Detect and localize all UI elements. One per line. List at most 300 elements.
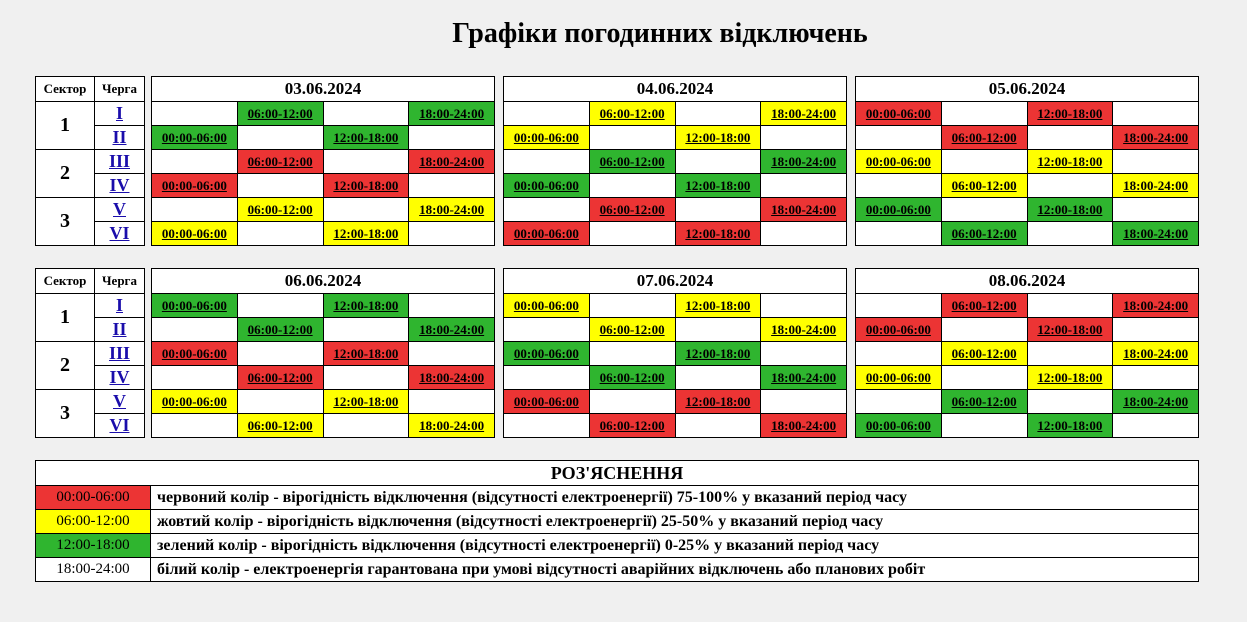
sector-number: 3 xyxy=(36,198,95,246)
queue-row xyxy=(856,366,1199,390)
outage-slot xyxy=(152,174,238,198)
empty-slot xyxy=(941,150,1027,174)
empty-slot xyxy=(675,150,761,174)
outage-slot xyxy=(237,366,323,390)
queue-cell xyxy=(95,390,145,414)
empty-slot xyxy=(1027,126,1113,150)
outage-slot xyxy=(323,126,409,150)
empty-slot xyxy=(237,390,323,414)
slot-time: 12:00-18:00 xyxy=(1037,321,1103,337)
outage-slot xyxy=(1027,414,1113,438)
outage-slot xyxy=(675,294,761,318)
day-schedule-table xyxy=(855,76,1199,246)
queue-row xyxy=(152,390,495,414)
slot-time: 12:00-18:00 xyxy=(1037,105,1103,121)
day-date: 05.06.2024 xyxy=(856,77,1199,102)
sector-number: 2 xyxy=(36,342,95,390)
queue-row xyxy=(152,318,495,342)
queue-row xyxy=(856,198,1199,222)
sector-header: Сектор xyxy=(36,77,95,102)
legend-time: 00:00-06:00 xyxy=(36,486,151,510)
slot-time: 12:00-18:00 xyxy=(1037,201,1103,217)
queue-row xyxy=(152,222,495,246)
queue-row xyxy=(856,174,1199,198)
queue-row xyxy=(504,294,847,318)
empty-slot xyxy=(589,294,675,318)
slot-time: 18:00-24:00 xyxy=(1123,393,1189,409)
queue-row xyxy=(152,198,495,222)
outage-slot xyxy=(504,222,590,246)
outage-slot xyxy=(941,222,1027,246)
queue-row xyxy=(504,198,847,222)
outage-slot xyxy=(675,222,761,246)
empty-slot xyxy=(856,174,942,198)
outage-slot xyxy=(856,414,942,438)
empty-slot xyxy=(856,294,942,318)
empty-slot xyxy=(152,150,238,174)
queue-row xyxy=(504,150,847,174)
queue-row xyxy=(152,102,495,126)
legend-description: зелений колір - вірогідність відключення (відсутності електроенергії) 0-25% у вказаний період часу xyxy=(151,534,1199,558)
queue-link[interactable]: III xyxy=(108,343,130,363)
outage-slot xyxy=(941,126,1027,150)
outage-slot xyxy=(1113,342,1199,366)
empty-slot xyxy=(323,150,409,174)
outage-slot xyxy=(1113,126,1199,150)
outage-slot xyxy=(323,294,409,318)
queue-link[interactable]: II xyxy=(112,319,127,339)
queue-header: Черга xyxy=(95,269,145,294)
slot-time: 18:00-24:00 xyxy=(419,369,485,385)
empty-slot xyxy=(675,414,761,438)
empty-slot xyxy=(237,126,323,150)
queue-row xyxy=(856,102,1199,126)
empty-slot xyxy=(504,414,590,438)
empty-slot xyxy=(1113,198,1199,222)
outage-slot xyxy=(152,126,238,150)
outage-slot xyxy=(1027,198,1113,222)
empty-slot xyxy=(589,342,675,366)
outage-slot xyxy=(589,366,675,390)
outage-slot xyxy=(761,198,847,222)
slot-time: 18:00-24:00 xyxy=(1123,225,1189,241)
empty-slot xyxy=(675,366,761,390)
slot-time: 12:00-18:00 xyxy=(685,297,751,313)
outage-slot xyxy=(323,390,409,414)
empty-slot xyxy=(589,174,675,198)
outage-slot xyxy=(152,390,238,414)
queue-cell xyxy=(95,342,145,366)
outage-slot xyxy=(237,318,323,342)
outage-slot xyxy=(152,222,238,246)
outage-slot xyxy=(589,102,675,126)
empty-slot xyxy=(589,222,675,246)
outage-slot xyxy=(761,102,847,126)
slot-time: 12:00-18:00 xyxy=(333,129,399,145)
empty-slot xyxy=(1027,342,1113,366)
queue-row xyxy=(152,342,495,366)
empty-slot xyxy=(504,102,590,126)
sector-number: 1 xyxy=(36,102,95,150)
outage-slot xyxy=(1027,102,1113,126)
empty-slot xyxy=(761,174,847,198)
queue-row xyxy=(856,294,1199,318)
queue-cell xyxy=(95,414,145,438)
day-schedule-table xyxy=(503,76,847,246)
slot-time: 00:00-06:00 xyxy=(161,177,227,193)
queue-row xyxy=(504,174,847,198)
queue-row xyxy=(152,294,495,318)
schedule-block xyxy=(35,76,1199,245)
empty-slot xyxy=(1027,222,1113,246)
outage-slot xyxy=(504,126,590,150)
day-schedule-table xyxy=(151,268,495,438)
slot-time: 06:00-12:00 xyxy=(247,369,313,385)
slot-time: 18:00-24:00 xyxy=(419,321,485,337)
empty-slot xyxy=(152,198,238,222)
slot-time: 06:00-12:00 xyxy=(951,129,1017,145)
outage-slot xyxy=(504,294,590,318)
slot-time: 06:00-12:00 xyxy=(599,417,665,433)
queue-link[interactable]: IV xyxy=(109,367,130,387)
empty-slot xyxy=(1113,102,1199,126)
queue-cell xyxy=(95,318,145,342)
slot-time: 18:00-24:00 xyxy=(771,321,837,337)
slot-time: 18:00-24:00 xyxy=(1123,129,1189,145)
empty-slot xyxy=(1027,174,1113,198)
slot-time: 18:00-24:00 xyxy=(771,369,837,385)
outage-slot xyxy=(941,390,1027,414)
outage-slot xyxy=(675,390,761,414)
outage-slot xyxy=(504,390,590,414)
empty-slot xyxy=(504,198,590,222)
empty-slot xyxy=(1113,366,1199,390)
empty-slot xyxy=(409,174,495,198)
outage-slot xyxy=(409,414,495,438)
slot-time: 00:00-06:00 xyxy=(161,393,227,409)
queue-row xyxy=(152,414,495,438)
outage-slot xyxy=(237,150,323,174)
legend-time: 12:00-18:00 xyxy=(36,534,151,558)
queue-row xyxy=(856,414,1199,438)
queue-cell xyxy=(95,126,145,150)
queue-link[interactable]: I xyxy=(115,295,123,315)
empty-slot xyxy=(1113,318,1199,342)
slot-time: 00:00-06:00 xyxy=(161,225,227,241)
slot-time: 12:00-18:00 xyxy=(685,345,751,361)
queue-row xyxy=(504,222,847,246)
empty-slot xyxy=(675,102,761,126)
outage-slot xyxy=(152,294,238,318)
queue-cell xyxy=(95,222,145,246)
queue-link[interactable]: VI xyxy=(109,223,130,243)
slot-time: 06:00-12:00 xyxy=(951,225,1017,241)
queue-cell xyxy=(95,150,145,174)
empty-slot xyxy=(941,414,1027,438)
empty-slot xyxy=(761,342,847,366)
outage-slot xyxy=(409,366,495,390)
empty-slot xyxy=(941,198,1027,222)
slot-time: 00:00-06:00 xyxy=(865,321,931,337)
slot-time: 00:00-06:00 xyxy=(865,201,931,217)
queue-row xyxy=(504,126,847,150)
empty-slot xyxy=(1113,414,1199,438)
slot-time: 00:00-06:00 xyxy=(513,177,579,193)
day-date: 08.06.2024 xyxy=(856,269,1199,294)
queue-link[interactable]: V xyxy=(113,199,126,219)
outage-slot xyxy=(675,126,761,150)
empty-slot xyxy=(323,366,409,390)
legend-row xyxy=(36,510,1199,534)
outage-slot xyxy=(323,174,409,198)
slot-time: 12:00-18:00 xyxy=(1037,153,1103,169)
legend-time: 18:00-24:00 xyxy=(36,558,151,582)
empty-slot xyxy=(761,126,847,150)
empty-slot xyxy=(856,222,942,246)
slot-time: 18:00-24:00 xyxy=(1123,345,1189,361)
outage-slot xyxy=(237,414,323,438)
empty-slot xyxy=(761,294,847,318)
outage-slot xyxy=(761,150,847,174)
outage-slot xyxy=(761,318,847,342)
queue-link[interactable]: V xyxy=(113,391,126,411)
outage-slot xyxy=(1113,390,1199,414)
empty-slot xyxy=(323,318,409,342)
slot-time: 00:00-06:00 xyxy=(513,297,579,313)
day-schedule-table xyxy=(503,268,847,438)
day-schedule-table xyxy=(855,268,1199,438)
outage-slot xyxy=(1027,150,1113,174)
slot-time: 06:00-12:00 xyxy=(247,321,313,337)
slot-time: 18:00-24:00 xyxy=(1123,177,1189,193)
queue-row xyxy=(152,150,495,174)
queue-row xyxy=(504,366,847,390)
queue-cell xyxy=(95,174,145,198)
slot-time: 00:00-06:00 xyxy=(513,345,579,361)
empty-slot xyxy=(589,126,675,150)
slot-time: 00:00-06:00 xyxy=(865,105,931,121)
legend-row xyxy=(36,534,1199,558)
slot-time: 06:00-12:00 xyxy=(599,321,665,337)
empty-slot xyxy=(1027,294,1113,318)
sector-queue-table xyxy=(35,268,145,438)
outage-slot xyxy=(589,150,675,174)
slot-time: 00:00-06:00 xyxy=(513,225,579,241)
outage-slot xyxy=(504,174,590,198)
outage-slot xyxy=(237,198,323,222)
slot-time: 18:00-24:00 xyxy=(419,105,485,121)
empty-slot xyxy=(504,318,590,342)
outage-slot xyxy=(1113,174,1199,198)
empty-slot xyxy=(504,150,590,174)
empty-slot xyxy=(504,366,590,390)
outage-slot xyxy=(409,198,495,222)
queue-link[interactable]: III xyxy=(108,151,130,171)
outage-slot xyxy=(675,342,761,366)
queue-cell xyxy=(95,198,145,222)
outage-slot xyxy=(1113,222,1199,246)
slot-time: 18:00-24:00 xyxy=(419,201,485,217)
outage-slot xyxy=(237,102,323,126)
slot-time: 18:00-24:00 xyxy=(419,417,485,433)
empty-slot xyxy=(856,390,942,414)
empty-slot xyxy=(856,342,942,366)
outage-slot xyxy=(675,174,761,198)
slot-time: 18:00-24:00 xyxy=(1123,297,1189,313)
empty-slot xyxy=(675,198,761,222)
slot-time: 12:00-18:00 xyxy=(333,225,399,241)
slot-time: 00:00-06:00 xyxy=(161,345,227,361)
outage-slot xyxy=(323,222,409,246)
outage-slot xyxy=(856,150,942,174)
slot-time: 00:00-06:00 xyxy=(513,393,579,409)
outage-slot xyxy=(941,342,1027,366)
legend-time: 06:00-12:00 xyxy=(36,510,151,534)
day-schedule-table xyxy=(151,76,495,246)
empty-slot xyxy=(1113,150,1199,174)
empty-slot xyxy=(152,318,238,342)
outage-slot xyxy=(589,414,675,438)
queue-row xyxy=(504,102,847,126)
legend-description: червоний колір - вірогідність відключення (відсутності електроенергії) 75-100% у вказаний період часу xyxy=(151,486,1199,510)
empty-slot xyxy=(409,390,495,414)
queue-row xyxy=(504,390,847,414)
slot-time: 18:00-24:00 xyxy=(771,417,837,433)
day-date: 06.06.2024 xyxy=(152,269,495,294)
queue-row xyxy=(504,318,847,342)
outage-slot xyxy=(941,174,1027,198)
queue-row xyxy=(504,414,847,438)
empty-slot xyxy=(237,222,323,246)
slot-time: 18:00-24:00 xyxy=(419,153,485,169)
slot-time: 00:00-06:00 xyxy=(161,297,227,313)
queue-link[interactable]: VI xyxy=(109,415,130,435)
empty-slot xyxy=(1027,390,1113,414)
empty-slot xyxy=(409,342,495,366)
schedule-block xyxy=(35,268,1199,437)
queue-link[interactable]: II xyxy=(112,127,127,147)
outage-slot xyxy=(409,150,495,174)
legend-row xyxy=(36,558,1199,582)
slot-time: 12:00-18:00 xyxy=(1037,369,1103,385)
slot-time: 06:00-12:00 xyxy=(247,417,313,433)
slot-time: 18:00-24:00 xyxy=(771,153,837,169)
empty-slot xyxy=(589,390,675,414)
slot-time: 12:00-18:00 xyxy=(685,177,751,193)
empty-slot xyxy=(152,414,238,438)
queue-link[interactable]: IV xyxy=(109,175,130,195)
queue-row xyxy=(504,342,847,366)
slot-time: 12:00-18:00 xyxy=(333,393,399,409)
outage-slot xyxy=(761,366,847,390)
slot-time: 00:00-06:00 xyxy=(865,417,931,433)
queue-row xyxy=(152,174,495,198)
outage-slot xyxy=(504,342,590,366)
empty-slot xyxy=(941,318,1027,342)
outage-slot xyxy=(1027,318,1113,342)
outage-slot xyxy=(409,318,495,342)
slot-time: 12:00-18:00 xyxy=(685,225,751,241)
sector-number: 3 xyxy=(36,390,95,438)
legend-title: РОЗ'ЯСНЕННЯ xyxy=(36,461,1199,486)
slot-time: 06:00-12:00 xyxy=(951,393,1017,409)
empty-slot xyxy=(856,126,942,150)
outage-slot xyxy=(941,294,1027,318)
queue-link[interactable]: I xyxy=(115,103,123,123)
sector-queue-table xyxy=(35,76,145,246)
queue-cell xyxy=(95,366,145,390)
day-date: 03.06.2024 xyxy=(152,77,495,102)
slot-time: 06:00-12:00 xyxy=(951,345,1017,361)
outage-slot xyxy=(323,342,409,366)
empty-slot xyxy=(323,198,409,222)
page-title: Графіки погодинних відключень xyxy=(452,18,868,49)
empty-slot xyxy=(152,366,238,390)
empty-slot xyxy=(941,102,1027,126)
empty-slot xyxy=(941,366,1027,390)
outage-slot xyxy=(856,318,942,342)
outage-slot xyxy=(409,102,495,126)
day-date: 07.06.2024 xyxy=(504,269,847,294)
empty-slot xyxy=(761,222,847,246)
queue-cell xyxy=(95,102,145,126)
legend-description: білий колір - електроенергія гарантована при умові відсутності аварійних відключень або планових робіт xyxy=(151,558,1199,582)
legend-table xyxy=(35,460,1199,582)
slot-time: 12:00-18:00 xyxy=(333,177,399,193)
slot-time: 06:00-12:00 xyxy=(599,369,665,385)
slot-time: 06:00-12:00 xyxy=(951,297,1017,313)
empty-slot xyxy=(409,294,495,318)
empty-slot xyxy=(409,222,495,246)
queue-row xyxy=(856,126,1199,150)
sector-number: 2 xyxy=(36,150,95,198)
outage-slot xyxy=(761,414,847,438)
empty-slot xyxy=(761,390,847,414)
queue-row xyxy=(856,342,1199,366)
empty-slot xyxy=(323,102,409,126)
queue-row xyxy=(856,222,1199,246)
queue-header: Черга xyxy=(95,77,145,102)
legend-description: жовтий колір - вірогідність відключення (відсутності електроенергії) 25-50% у вказаний період часу xyxy=(151,510,1199,534)
legend-row xyxy=(36,486,1199,510)
empty-slot xyxy=(237,174,323,198)
outage-slot xyxy=(856,102,942,126)
slot-time: 00:00-06:00 xyxy=(161,129,227,145)
empty-slot xyxy=(409,126,495,150)
slot-time: 00:00-06:00 xyxy=(865,153,931,169)
empty-slot xyxy=(237,342,323,366)
sector-header: Сектор xyxy=(36,269,95,294)
queue-row xyxy=(856,150,1199,174)
queue-row xyxy=(152,126,495,150)
sector-number: 1 xyxy=(36,294,95,342)
outage-slot xyxy=(152,342,238,366)
queue-row xyxy=(856,318,1199,342)
slot-time: 00:00-06:00 xyxy=(865,369,931,385)
slot-time: 18:00-24:00 xyxy=(771,105,837,121)
slot-time: 18:00-24:00 xyxy=(771,201,837,217)
slot-time: 12:00-18:00 xyxy=(685,129,751,145)
outage-slot xyxy=(589,198,675,222)
slot-time: 12:00-18:00 xyxy=(333,345,399,361)
slot-time: 06:00-12:00 xyxy=(951,177,1017,193)
slot-time: 00:00-06:00 xyxy=(513,129,579,145)
slot-time: 12:00-18:00 xyxy=(685,393,751,409)
empty-slot xyxy=(675,318,761,342)
queue-cell xyxy=(95,294,145,318)
slot-time: 12:00-18:00 xyxy=(1037,417,1103,433)
outage-slot xyxy=(589,318,675,342)
